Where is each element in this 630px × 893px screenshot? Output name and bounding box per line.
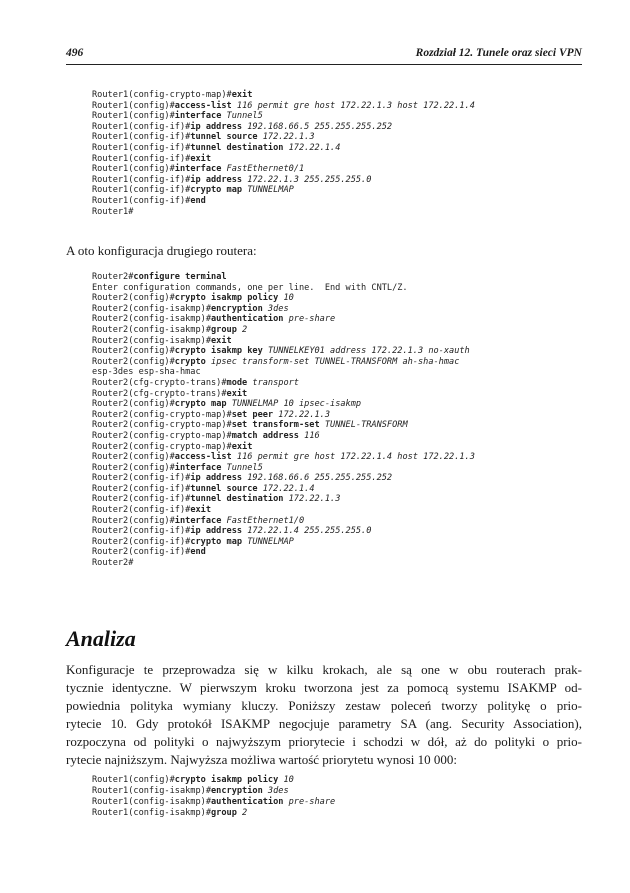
code-argument: FastEthernet0/1 [221, 164, 305, 175]
code-prompt: Router2(config-if)# [92, 494, 191, 505]
code-command: set transform-set [231, 420, 320, 431]
code-command: interface [174, 164, 222, 175]
code-line [92, 473, 475, 484]
code-prompt: Router1(config-if)# [92, 153, 191, 164]
code-line [92, 185, 475, 196]
code-line [92, 336, 475, 347]
code-line [92, 526, 475, 537]
code-prompt: Router1(config-if)# [92, 174, 191, 185]
intro-sentence: A oto konfiguracja drugiego routera: [66, 243, 257, 258]
code-prompt: Router1(config-crypto-map)# [92, 90, 232, 100]
code-line [92, 196, 475, 207]
code-argument: FastEthernet1/0 [221, 515, 305, 526]
code-prompt: Router1(config-if)# [92, 121, 191, 132]
code-prompt: Router2(config)# [92, 399, 175, 410]
code-command: crypto map [174, 399, 227, 410]
code-command: crypto isakmp key [174, 346, 263, 357]
code-prompt: Router2(config-crypto-map)# [92, 430, 232, 441]
code-command: exit [190, 505, 212, 516]
code-prompt: Router1(config-if)# [92, 195, 191, 206]
code-prompt: Router2# [92, 558, 134, 569]
code-prompt: Router2(config)# [92, 515, 175, 526]
code-line [92, 808, 335, 819]
code-line [92, 111, 475, 122]
code-prompt: Router2(cfg-crypto-trans)# [92, 388, 227, 399]
code-line [92, 164, 475, 175]
code-argument: 3des [262, 303, 289, 314]
code-command: crypto [174, 356, 206, 367]
code-prompt: Router2(config-if)# [92, 483, 191, 494]
code-argument: 116 permit gre host 172.22.1.3 host 172.22.1.4 [231, 100, 475, 111]
code-command: authentication [211, 797, 284, 807]
code-command: tunnel destination [190, 494, 284, 505]
code-line [92, 314, 475, 325]
code-line [92, 494, 475, 505]
code-command: group [211, 808, 237, 818]
code-prompt: Router2(config)# [92, 293, 175, 304]
analysis-paragraph [66, 661, 582, 769]
code-command: exit [231, 441, 253, 452]
code-command: ip address [190, 473, 243, 484]
code-line [92, 463, 475, 474]
code-prompt: Enter configuration commands, one per line. End with CNTL/Z. [92, 282, 408, 293]
code-line [92, 346, 475, 357]
code-command: crypto map [190, 536, 243, 547]
code-line [92, 431, 475, 442]
code-prompt: Router2# [92, 272, 134, 282]
code-line [92, 122, 475, 133]
code-line [92, 293, 475, 304]
header-rule [66, 64, 582, 65]
code-line [92, 410, 475, 421]
code-command: ip address [190, 121, 243, 132]
code-argument: TUNNELMAP [242, 185, 294, 196]
code-prompt: Router2(config-if)# [92, 473, 191, 484]
code-command: crypto isakmp policy [174, 775, 279, 785]
section-heading-analiza: Analiza [66, 626, 136, 651]
code-argument: TUNNELMAP 10 ipsec-isakmp [226, 399, 362, 410]
paragraph-line: rytecie najniższym. Najwyższa możliwa wartość priorytetu wynosi 10 000: [66, 752, 457, 767]
code-argument: ipsec transform-set TUNNEL-TRANSFORM ah-sha-hmac [205, 356, 460, 367]
code-prompt: Router1# [92, 206, 134, 217]
code-prompt: Router1(config-isakmp)# [92, 797, 211, 807]
code-prompt: Router2(config-isakmp)# [92, 303, 211, 314]
code-line [92, 207, 475, 218]
code-command: crypto map [190, 185, 243, 196]
code-command: end [190, 547, 206, 558]
code-command: end [190, 195, 206, 206]
router1-config-code [92, 90, 475, 217]
code-line [92, 442, 475, 453]
code-command: interface [174, 515, 222, 526]
code-prompt: Router2(config)# [92, 356, 175, 367]
code-line [92, 786, 335, 797]
code-line [92, 357, 475, 368]
code-prompt: Router2(config-crypto-map)# [92, 441, 232, 452]
isakmp-policy-code [92, 775, 335, 819]
code-command: access-list [174, 452, 232, 463]
code-argument: transport [247, 377, 299, 388]
code-argument: 10 [278, 775, 294, 785]
code-line [92, 154, 475, 165]
code-prompt: Router1(config-if)# [92, 185, 191, 196]
code-line [92, 399, 475, 410]
code-argument: 116 [298, 430, 320, 441]
code-command: ip address [190, 526, 243, 537]
running-title: Rozdział 12. Tunele oraz sieci VPN [415, 47, 582, 59]
code-prompt: Router1(config)# [92, 100, 175, 111]
code-prompt: Router1(config-if)# [92, 142, 191, 153]
code-command: match address [231, 430, 299, 441]
code-argument: Tunnel5 [221, 462, 263, 473]
code-line [92, 367, 475, 378]
code-line [92, 378, 475, 389]
code-command: exit [226, 388, 248, 399]
code-line [92, 516, 475, 527]
code-argument: 172.22.1.3 255.255.255.0 [242, 174, 372, 185]
code-command: exit [190, 153, 212, 164]
code-prompt: Router2(cfg-crypto-trans)# [92, 377, 227, 388]
code-argument: 192.168.66.5 255.255.255.252 [242, 121, 393, 132]
code-prompt: Router1(config-isakmp)# [92, 786, 211, 796]
code-prompt: Router2(config-crypto-map)# [92, 409, 232, 420]
code-line [92, 175, 475, 186]
code-line [92, 775, 335, 786]
code-argument: 172.22.1.4 [257, 483, 315, 494]
code-command: mode [226, 377, 248, 388]
code-prompt: Router2(config-if)# [92, 505, 191, 516]
code-argument: 172.22.1.4 255.255.255.0 [242, 526, 372, 537]
code-prompt: Router2(config-if)# [92, 526, 191, 537]
code-line [92, 101, 475, 112]
code-prompt: Router1(config-if)# [92, 132, 191, 143]
code-argument: Tunnel5 [221, 111, 263, 122]
code-line [92, 272, 475, 283]
code-argument: 172.22.1.3 [257, 132, 315, 143]
code-prompt: Router2(config-isakmp)# [92, 324, 211, 335]
code-prompt: Router1(config)# [92, 111, 175, 122]
paragraph-line: rytecie 10. Gdy protokół ISAKMP negocjuje parametry SA (ang. Security Association), [66, 716, 582, 731]
code-command: tunnel source [190, 483, 258, 494]
code-command: tunnel source [190, 132, 258, 143]
code-argument: 10 [278, 293, 294, 304]
code-prompt: esp-3des esp-sha-hmac [92, 367, 201, 378]
code-command: interface [174, 111, 222, 122]
paragraph-line: Konfiguracje te przeprowadza się w kilku krokach, ale są one w obu routerach prak- [66, 662, 582, 677]
code-command: encryption [211, 786, 263, 796]
code-command: configure terminal [133, 272, 227, 282]
code-argument: 2 [236, 808, 248, 818]
code-argument: TUNNELMAP [242, 536, 294, 547]
code-line [92, 547, 475, 558]
code-argument: 2 [236, 324, 248, 335]
code-command: access-list [174, 100, 232, 111]
code-command: exit [231, 90, 253, 100]
code-argument: 3des [262, 786, 289, 796]
code-prompt: Router2(config)# [92, 462, 175, 473]
code-prompt: Router1(config)# [92, 775, 175, 785]
code-prompt: Router2(config-crypto-map)# [92, 420, 232, 431]
code-line [92, 505, 475, 516]
code-prompt: Router2(config)# [92, 346, 175, 357]
code-command: authentication [211, 314, 284, 325]
code-argument: pre-share [283, 314, 336, 325]
code-command: exit [211, 335, 232, 346]
code-line [92, 558, 475, 569]
code-prompt: Router2(config-isakmp)# [92, 314, 211, 325]
code-prompt: Router1(config)# [92, 164, 175, 175]
code-command: group [211, 324, 237, 335]
code-line [92, 283, 475, 294]
code-command: set peer [231, 409, 274, 420]
code-argument: 192.168.66.6 255.255.255.252 [242, 473, 393, 484]
code-command: crypto isakmp policy [174, 293, 279, 304]
code-prompt: Router2(config-if)# [92, 536, 191, 547]
code-line [92, 420, 475, 431]
code-line [92, 797, 335, 808]
code-argument: pre-share [283, 797, 336, 807]
code-line [92, 132, 475, 143]
page-header [66, 47, 582, 63]
code-line [92, 304, 475, 315]
code-argument: TUNNELKEY01 address 172.22.1.3 no-xauth [262, 346, 470, 357]
code-line [92, 90, 475, 101]
paragraph-line: rozpoczyna od polityki o najwyższym priorytecie i schodzi w dół, aż do polityki o prio- [66, 734, 582, 749]
code-argument: 172.22.1.3 [283, 494, 341, 505]
code-command: interface [174, 462, 222, 473]
code-argument: 172.22.1.4 [283, 142, 341, 153]
code-argument: 116 permit gre host 172.22.1.4 host 172.22.1.3 [231, 452, 475, 463]
code-argument: TUNNEL-TRANSFORM [319, 420, 408, 431]
code-prompt: Router2(config-if)# [92, 547, 191, 558]
paragraph-line: tycznie identyczne. W pierwszym kroku tworzona jest za pomocą systemu ISAKMP od- [66, 680, 582, 695]
code-line [92, 389, 475, 400]
code-command: tunnel destination [190, 142, 284, 153]
code-prompt: Router2(config-isakmp)# [92, 335, 211, 346]
page-number: 496 [66, 47, 84, 59]
code-command: ip address [190, 174, 243, 185]
code-prompt: Router1(config-isakmp)# [92, 808, 211, 818]
router2-config-code [92, 272, 475, 569]
paragraph-line: powiednia polityka wymiany kluczy. Poniższy zestaw poleceń tworzy politykę o prio- [66, 698, 582, 713]
code-line [92, 537, 475, 548]
code-line [92, 484, 475, 495]
code-prompt: Router2(config)# [92, 452, 175, 463]
code-line [92, 325, 475, 336]
code-argument: 172.22.1.3 [273, 409, 331, 420]
code-command: encryption [211, 303, 263, 314]
code-line [92, 143, 475, 154]
code-line [92, 452, 475, 463]
